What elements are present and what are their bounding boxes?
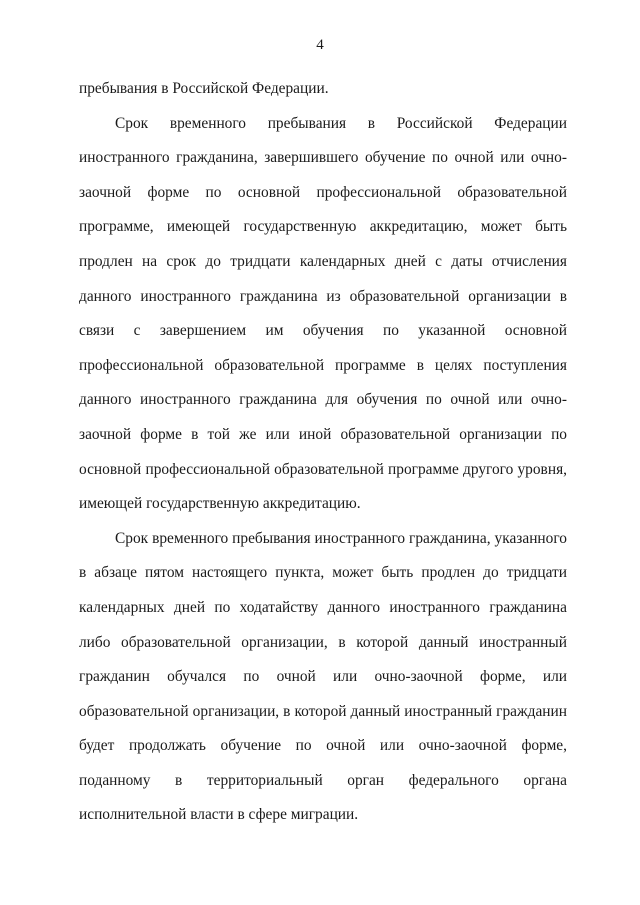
paragraph-continuation: пребывания в Российской Федерации. bbox=[79, 80, 329, 97]
paragraph-stay-extension-graduates: Срок временного пребывания в Российской Федерации иностранного гражданина, завершившего обучение по очной или очно-заочной форме по основной профессиональной образовательной программе, имеющей государственную аккредитацию, может быть продлен на срок до тридцати календарных дней с даты отчисления данного иностранного гражданина из образовательной организации в связи с завершением им обучения по указанной основной профессиональной образовательной программе в целях поступления данного иностранного гражданина для обучения по очной или очно-заочной форме в той же или иной образовательной организации по основной профессиональной образовательной программе другого уровня, имеющей государственную аккредитацию. bbox=[79, 114, 567, 513]
page-number: 4 bbox=[316, 37, 324, 53]
paragraph-stay-extension-petition: Срок временного пребывания иностранного гражданина, указанного в абзаце пятом настоящего пункта, может быть продлен до тридцати календарных дней по ходатайству данного иностранного гражданина либо образовательной организации, в которой данный иностранный гражданин обучался по очной или очно-заочной форме, или образовательной организации, в которой данный иностранный гражданин будет продолжать обучение по очной или очно-заочной форме, поданному в территориальный орган федерального органа исполнительной власти в сфере миграции. bbox=[79, 529, 567, 824]
document-body bbox=[79, 72, 567, 833]
